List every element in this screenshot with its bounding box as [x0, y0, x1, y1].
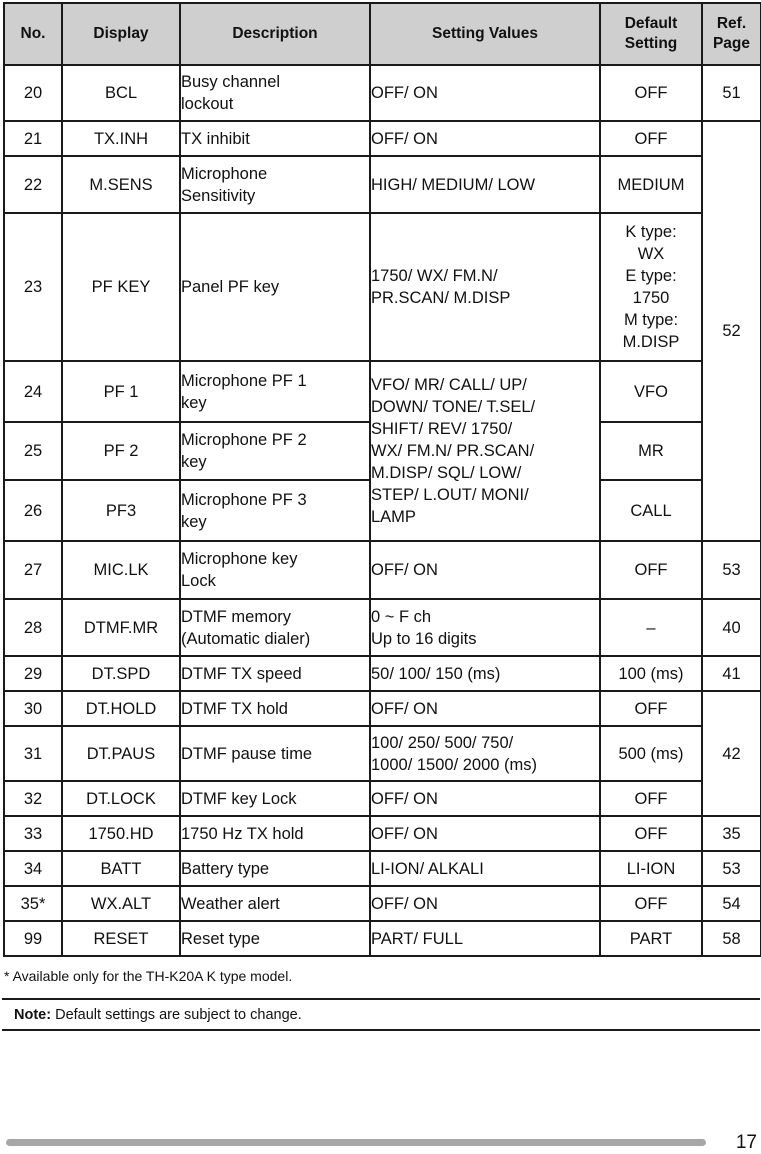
cell-display: MIC.LK	[62, 541, 180, 599]
cell-default-setting: OFF	[600, 121, 702, 156]
cell-display: 1750.HD	[62, 816, 180, 851]
cell-display: DT.PAUS	[62, 726, 180, 781]
cell-default-setting: 100 (ms)	[600, 656, 702, 691]
cell-no: 33	[4, 816, 62, 851]
cell-description: Panel PF key	[180, 213, 370, 361]
table-row	[4, 599, 761, 656]
cell-display: WX.ALT	[62, 886, 180, 921]
cell-setting-values: 50/ 100/ 150 (ms)	[370, 656, 600, 691]
header-display: Display	[62, 3, 180, 65]
table-row	[4, 121, 761, 156]
cell-no: 34	[4, 851, 62, 886]
note-top-rule	[2, 998, 760, 1000]
header-ref-page: Ref. Page	[702, 3, 761, 65]
cell-setting-values: VFO/ MR/ CALL/ UP/ DOWN/ TONE/ T.SEL/ SHIFT/ REV/ 1750/ WX/ FM.N/ PR.SCAN/ M.DISP/ SQL/ LOW/ STEP/ L.OUT/ MONI/ LAMP	[370, 361, 600, 541]
cell-display: PF 1	[62, 361, 180, 422]
cell-no: 99	[4, 921, 62, 956]
cell-description: DTMF TX speed	[180, 656, 370, 691]
table-row	[4, 726, 761, 781]
table-row	[4, 156, 761, 213]
cell-description: Microphone key Lock	[180, 541, 370, 599]
cell-setting-values: OFF/ ON	[370, 781, 600, 816]
cell-ref-page: 40	[702, 599, 761, 656]
cell-setting-values: OFF/ ON	[370, 691, 600, 726]
header-default-setting: Default Setting	[600, 3, 702, 65]
cell-default-setting: OFF	[600, 65, 702, 121]
cell-no: 27	[4, 541, 62, 599]
cell-description: Weather alert	[180, 886, 370, 921]
cell-setting-values: OFF/ ON	[370, 121, 600, 156]
cell-description: Battery type	[180, 851, 370, 886]
cell-display: BATT	[62, 851, 180, 886]
cell-no: 32	[4, 781, 62, 816]
table-row	[4, 541, 761, 599]
cell-display: DT.LOCK	[62, 781, 180, 816]
cell-default-setting: MEDIUM	[600, 156, 702, 213]
cell-description: DTMF TX hold	[180, 691, 370, 726]
cell-no: 31	[4, 726, 62, 781]
cell-display: PF 2	[62, 422, 180, 480]
cell-description: Busy channel lockout	[180, 65, 370, 121]
table-row	[4, 691, 761, 726]
cell-no: 26	[4, 480, 62, 541]
cell-default-setting: 500 (ms)	[600, 726, 702, 781]
cell-description: TX inhibit	[180, 121, 370, 156]
note-bottom-rule	[2, 1029, 760, 1031]
cell-default-setting: K type: WX E type: 1750 M type: M.DISP	[600, 213, 702, 361]
header-row	[4, 3, 761, 65]
cell-default-setting: OFF	[600, 816, 702, 851]
cell-no: 20	[4, 65, 62, 121]
footer-bar	[6, 1139, 706, 1146]
cell-default-setting: –	[600, 599, 702, 656]
cell-ref-page: 52	[702, 121, 761, 541]
cell-default-setting: PART	[600, 921, 702, 956]
table-row	[4, 921, 761, 956]
header-no: No.	[4, 3, 62, 65]
table-row	[4, 886, 761, 921]
note-text: Default settings are subject to change.	[55, 1007, 302, 1023]
cell-description: DTMF pause time	[180, 726, 370, 781]
cell-ref-page: 51	[702, 65, 761, 121]
cell-default-setting: LI-ION	[600, 851, 702, 886]
footnote: * Available only for the TH-K20A K type model.	[4, 968, 293, 984]
cell-no: 21	[4, 121, 62, 156]
note-label: Note:	[14, 1007, 52, 1023]
cell-no: 29	[4, 656, 62, 691]
table-row	[4, 213, 761, 361]
cell-ref-page: 53	[702, 541, 761, 599]
table-row	[4, 851, 761, 886]
cell-description: Microphone PF 1 key	[180, 361, 370, 422]
cell-display: DT.SPD	[62, 656, 180, 691]
cell-setting-values: 0 ~ F ch Up to 16 digits	[370, 599, 600, 656]
cell-no: 25	[4, 422, 62, 480]
cell-description: 1750 Hz TX hold	[180, 816, 370, 851]
cell-display: DT.HOLD	[62, 691, 180, 726]
menu-settings-table	[3, 2, 761, 957]
table-body	[4, 65, 761, 956]
table-row	[4, 65, 761, 121]
cell-default-setting: CALL	[600, 480, 702, 541]
header-setting-values: Setting Values	[370, 3, 600, 65]
table-row	[4, 656, 761, 691]
cell-setting-values: LI-ION/ ALKALI	[370, 851, 600, 886]
cell-ref-page: 53	[702, 851, 761, 886]
cell-description: Microphone PF 3 key	[180, 480, 370, 541]
cell-ref-page: 41	[702, 656, 761, 691]
cell-no: 23	[4, 213, 62, 361]
cell-setting-values: OFF/ ON	[370, 816, 600, 851]
cell-default-setting: OFF	[600, 781, 702, 816]
cell-description: DTMF key Lock	[180, 781, 370, 816]
cell-description: Reset type	[180, 921, 370, 956]
cell-display: M.SENS	[62, 156, 180, 213]
cell-setting-values: 100/ 250/ 500/ 750/ 1000/ 1500/ 2000 (ms)	[370, 726, 600, 781]
cell-display: PF KEY	[62, 213, 180, 361]
cell-no: 30	[4, 691, 62, 726]
cell-display: DTMF.MR	[62, 599, 180, 656]
cell-setting-values: PART/ FULL	[370, 921, 600, 956]
cell-description: Microphone PF 2 key	[180, 422, 370, 480]
cell-setting-values: HIGH/ MEDIUM/ LOW	[370, 156, 600, 213]
cell-setting-values: 1750/ WX/ FM.N/ PR.SCAN/ M.DISP	[370, 213, 600, 361]
cell-default-setting: OFF	[600, 691, 702, 726]
cell-default-setting: OFF	[600, 886, 702, 921]
cell-setting-values: OFF/ ON	[370, 541, 600, 599]
cell-display: RESET	[62, 921, 180, 956]
table-row	[4, 361, 761, 422]
cell-description: DTMF memory (Automatic dialer)	[180, 599, 370, 656]
cell-default-setting: MR	[600, 422, 702, 480]
cell-no: 22	[4, 156, 62, 213]
cell-no: 28	[4, 599, 62, 656]
cell-setting-values: OFF/ ON	[370, 886, 600, 921]
cell-description: Microphone Sensitivity	[180, 156, 370, 213]
cell-ref-page: 54	[702, 886, 761, 921]
cell-display: BCL	[62, 65, 180, 121]
cell-no: 35*	[4, 886, 62, 921]
page-number: 17	[735, 1132, 757, 1153]
cell-ref-page: 35	[702, 816, 761, 851]
cell-default-setting: VFO	[600, 361, 702, 422]
table-row	[4, 816, 761, 851]
cell-no: 24	[4, 361, 62, 422]
header-description: Description	[180, 3, 370, 65]
cell-display: PF3	[62, 480, 180, 541]
cell-default-setting: OFF	[600, 541, 702, 599]
table-row	[4, 781, 761, 816]
note	[14, 1007, 302, 1023]
cell-ref-page: 58	[702, 921, 761, 956]
cell-display: TX.INH	[62, 121, 180, 156]
cell-setting-values: OFF/ ON	[370, 65, 600, 121]
cell-ref-page: 42	[702, 691, 761, 816]
